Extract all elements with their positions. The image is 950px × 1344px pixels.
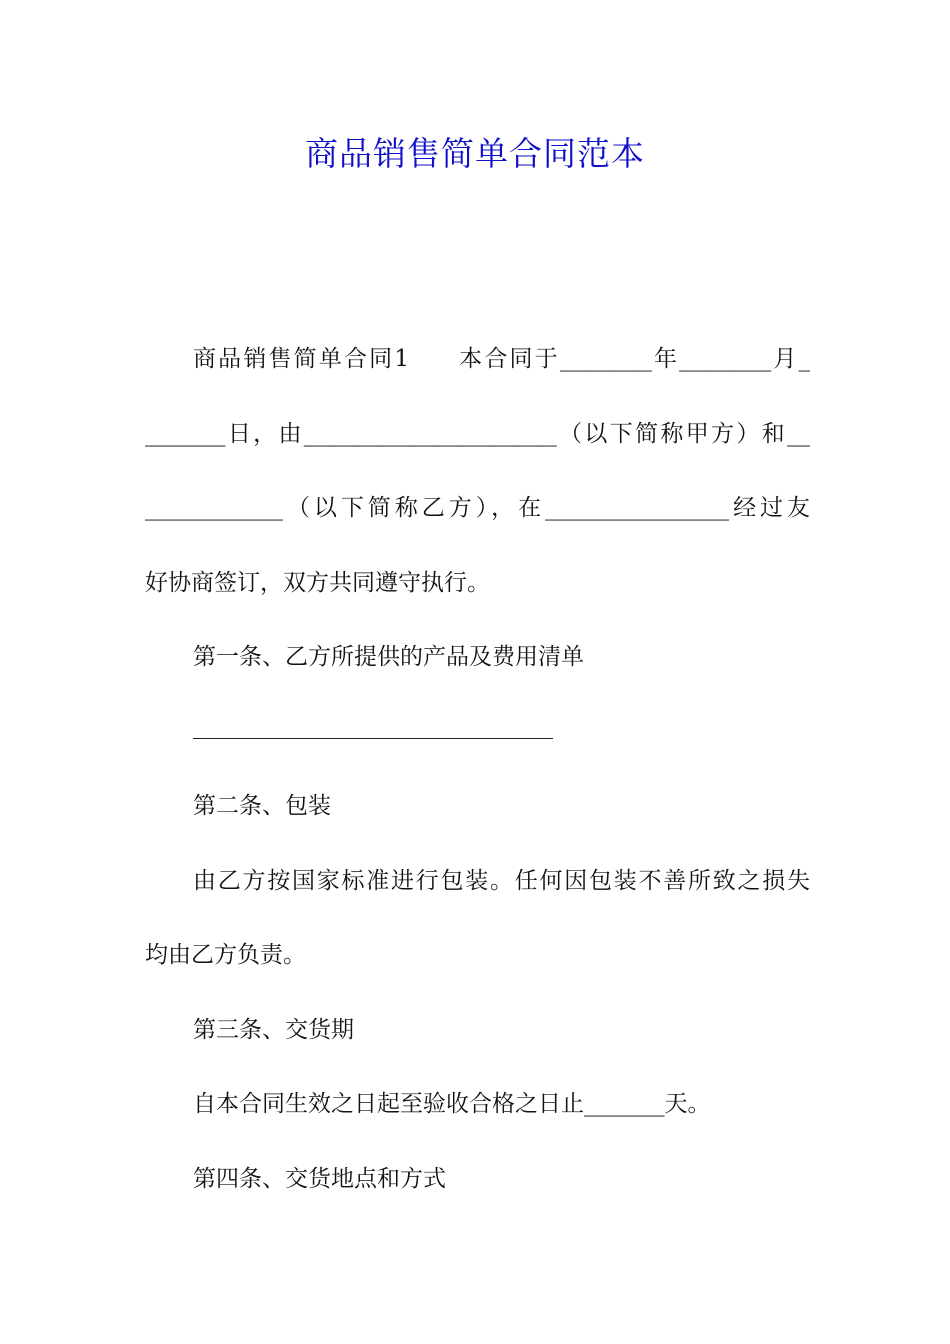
contract-date-clause: 本合同于________年________月_ [456, 346, 810, 372]
contract-line-1 [145, 337, 810, 412]
article-3-heading: 第三条、交货期 [193, 1016, 354, 1043]
contract-line-4: 好协商签订，双方共同遵守执行。 [145, 569, 490, 596]
contract-heading: 商品销售简单合同1 [193, 346, 409, 372]
blank-underline [193, 712, 553, 739]
article-3-text: 自本合同生效之日起至验收合格之日止_______天。 [193, 1091, 711, 1117]
article-1-heading: 第一条、乙方所提供的产品及费用清单 [193, 644, 584, 670]
document-title: 商品销售简单合同范本 [305, 134, 645, 173]
product-list-blank-line [145, 710, 810, 785]
contract-line-3: ____________（以下简称乙方），在________________经过友 [145, 495, 810, 521]
contract-body [145, 337, 810, 1231]
contract-line-2: _______日，由______________________（以下简称甲方）和__ [145, 420, 810, 447]
article-4-heading: 第四条、交货地点和方式 [193, 1165, 446, 1192]
article-2-heading: 第二条、包装 [193, 793, 331, 819]
article-2-text-line-2: 均由乙方负责。 [145, 942, 306, 968]
article-2-text-line-1: 由乙方按国家标准进行包装。任何因包装不善所致之损失 [193, 867, 810, 894]
